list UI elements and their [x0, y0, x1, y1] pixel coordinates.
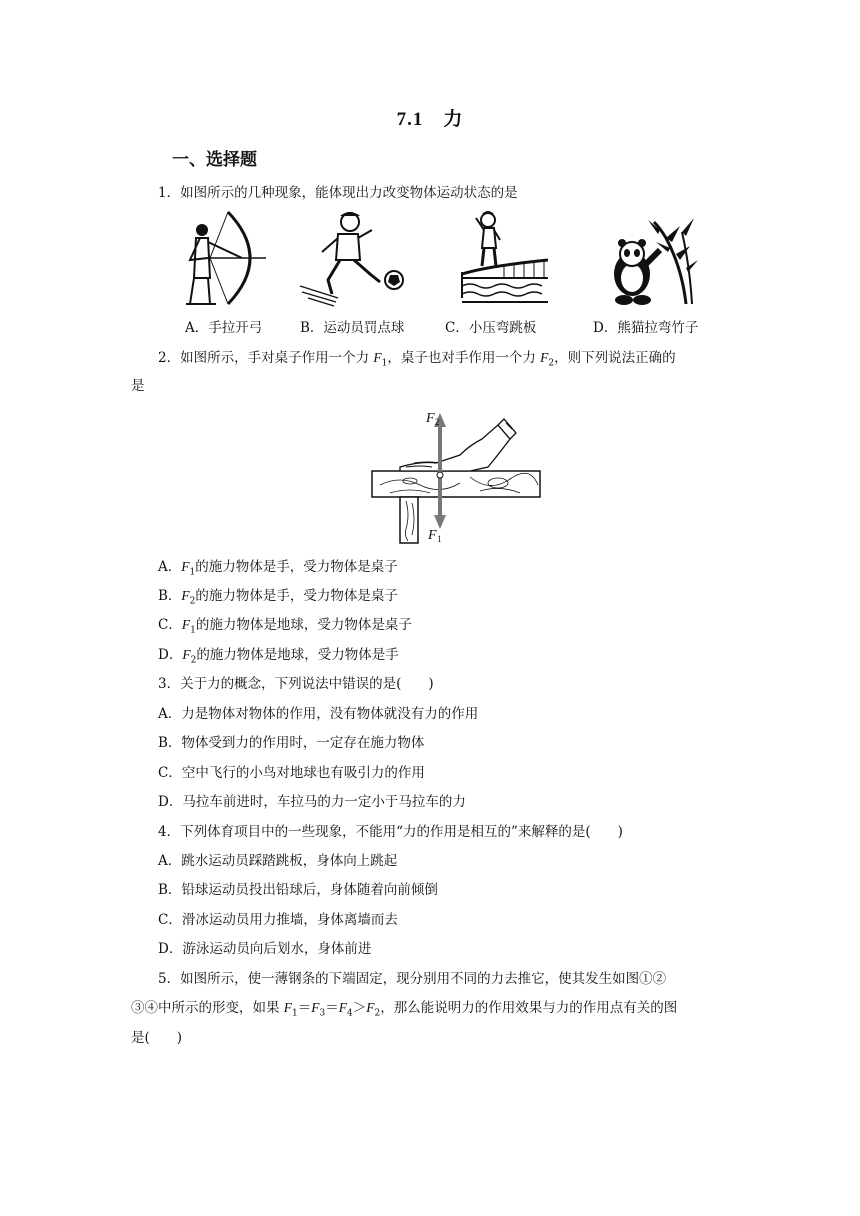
q4-option-b: B．铅球运动员投出铅球后，身体随着向前倾倒: [158, 882, 438, 898]
archer-image: [180, 208, 270, 308]
section-heading: 一、选择题: [172, 150, 257, 170]
q1-option-d: D．熊猫拉弯竹子: [593, 320, 699, 336]
q1-option-b: B．运动员罚点球: [300, 320, 405, 336]
q2-option-b: B．$F_2$的施力物体是手，受力物体是桌子: [158, 588, 398, 607]
q2-option-a: A．$F_1$的施力物体是手，受力物体是桌子: [158, 559, 398, 578]
footballer-image: [298, 208, 418, 308]
f2-label: F: [426, 411, 435, 426]
force-symbol: F: [373, 350, 382, 365]
q3-option-b: B．物体受到力的作用时，一定存在施力物体: [158, 735, 425, 751]
q1-option-a: A．手拉开弓: [185, 320, 263, 336]
q2-option-c: C．$F_1$的施力物体是地球，受力物体是桌子: [158, 617, 412, 636]
f2-label-sub: 2: [435, 417, 440, 427]
q2-option-d: D．$F_2$的施力物体是地球，受力物体是手: [158, 647, 399, 666]
q5-line-3: 是( ): [131, 1030, 183, 1046]
q1-figures: [170, 208, 730, 308]
q2-stem-cont: 是: [131, 378, 145, 394]
hand-table-figure: [370, 405, 542, 545]
panda-bamboo-image: [610, 208, 700, 308]
q1-stem: 1．如图所示的几种现象，能体现出力改变物体运动状态的是: [158, 185, 518, 201]
q1-option-c: C．小压弯跳板: [445, 320, 537, 336]
page-title: 7.1 力: [396, 109, 464, 130]
q4-option-c: C．滑冰运动员用力推墙，身体离墙而去: [158, 912, 398, 928]
q5-line-1: 5．如图所示，使一薄钢条的下端固定，现分别用不同的力去推它，使其发生如图①②: [158, 971, 667, 987]
q4-stem: 4．下列体育项目中的一些现象，不能用“力的作用是相互的”来解释的是( ): [158, 824, 623, 840]
f1-label-sub: 1: [437, 534, 442, 544]
q3-option-c: C．空中飞行的小鸟对地球也有吸引力的作用: [158, 765, 425, 781]
hand-table-diagram: [370, 405, 542, 545]
q5-line-2: ③④中所示的形变，如果 $F_1=F_3=F_4>F_2$，那么能说明力的作用效果与力的作用点有关的图: [131, 1000, 678, 1019]
q1-options: [0, 316, 860, 336]
q2-stem: 2．如图所示，手对桌子作用一个力 $F_1$，桌子也对手作用一个力 $F_2$，则下列说法正确的: [158, 350, 676, 369]
q3-option-a: A．力是物体对物体的作用，没有物体就没有力的作用: [158, 706, 479, 722]
q4-option-a: A．跳水运动员踩踏跳板，身体向上跳起: [158, 853, 398, 869]
q4-option-d: D．游泳运动员向后划水，身体前进: [158, 941, 372, 957]
diving-board-image: [458, 208, 554, 308]
f1-label: F: [428, 528, 437, 543]
q3-option-d: D．马拉车前进时，车拉马的力一定小于马拉车的力: [158, 794, 466, 810]
force-symbol: F: [540, 350, 549, 365]
q3-stem: 3．关于力的概念，下列说法中错误的是( ): [158, 676, 434, 692]
